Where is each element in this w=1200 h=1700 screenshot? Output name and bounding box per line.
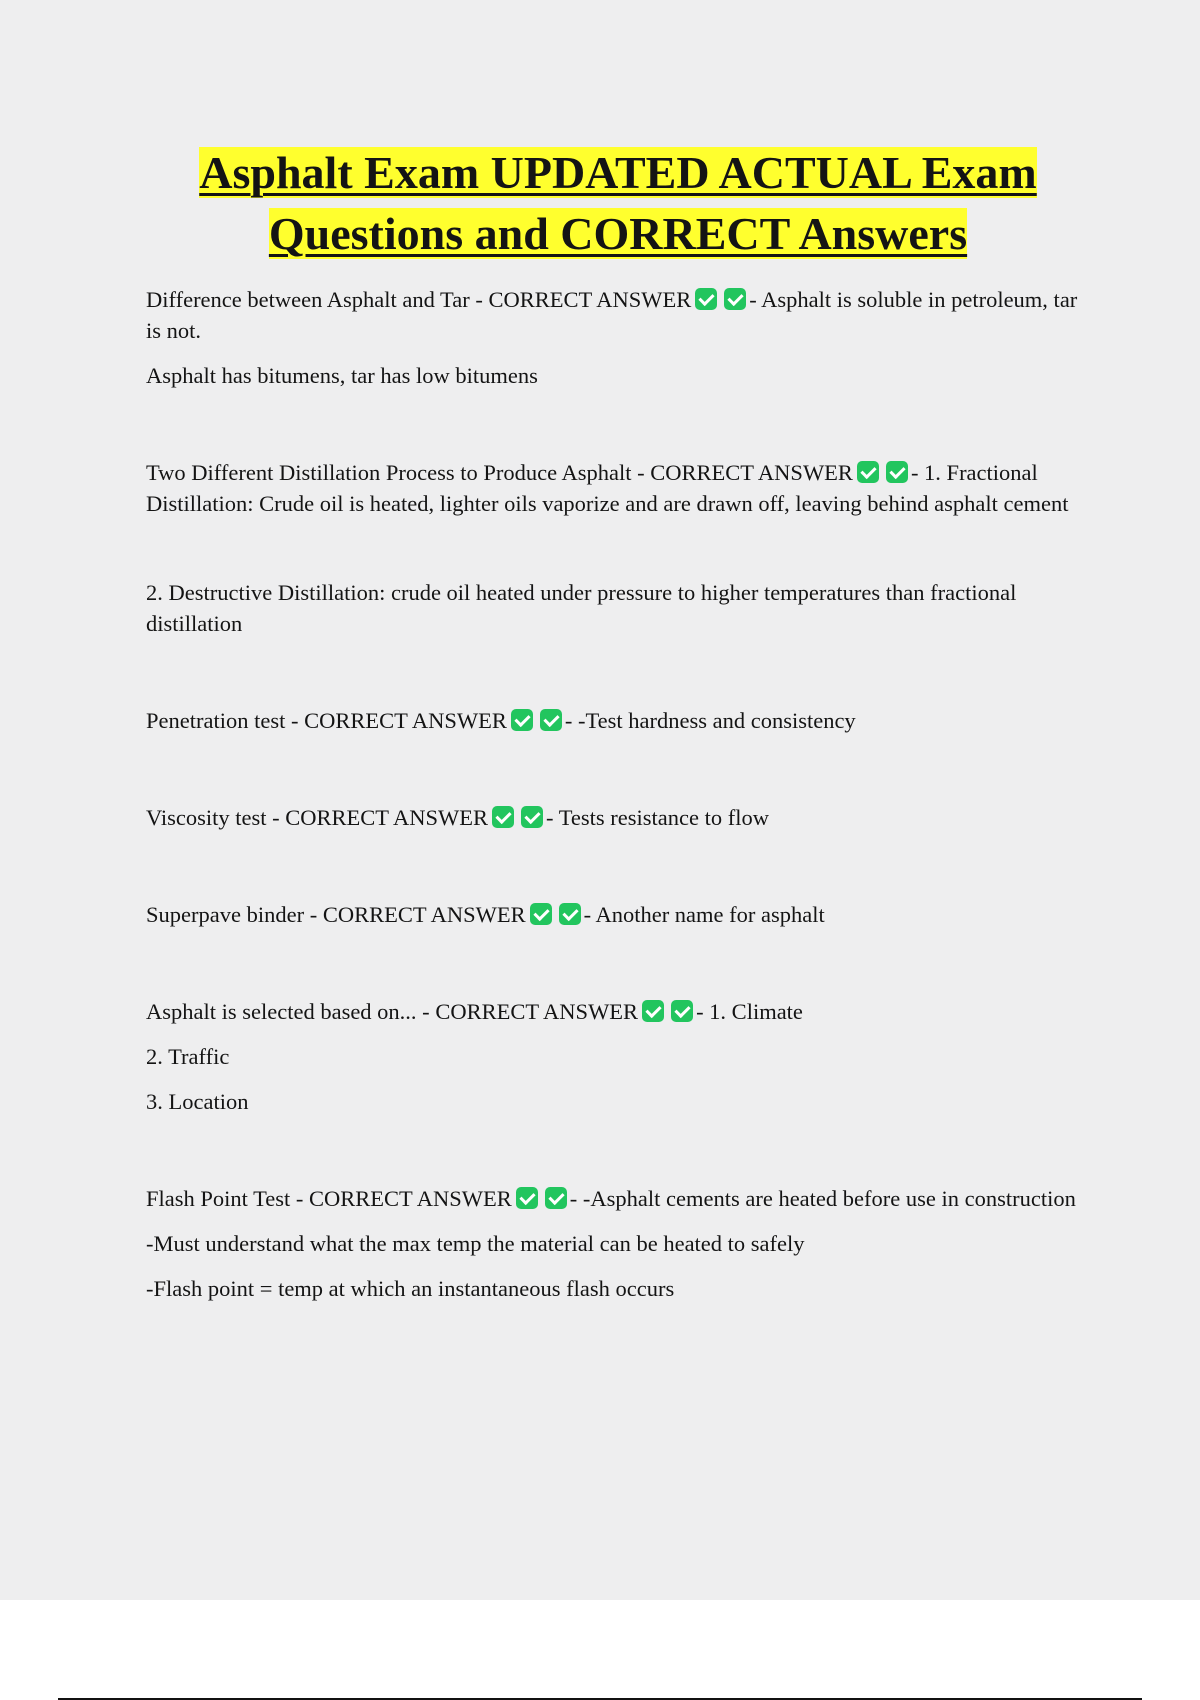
question-text: Two Different Distillation Process to Produce Asphalt - [146,460,651,485]
qa-question-line [146,1183,1086,1214]
answer-marker: CORRECT ANSWER [322,902,526,927]
answer-line: 2. Destructive Distillation: crude oil heated under pressure to higher temperatures than fractional distillation [146,580,1017,636]
check-mark-icon [671,1000,693,1022]
check-mark-icon [516,1187,538,1209]
answer-line: 3. Location [146,1089,249,1114]
qa-item [146,705,1086,736]
check-mark-icon [545,1187,567,1209]
check-mark-icon [530,903,552,925]
answer-text: - -Test hardness and consistency [564,708,856,733]
answer-text: - Another name for asphalt [583,902,825,927]
answer-marker: CORRECT ANSWER [435,999,639,1024]
question-text: Asphalt is selected based on... - [146,999,436,1024]
title-line-1: Asphalt Exam UPDATED ACTUAL Exam [199,147,1037,198]
answer-line: 2. Traffic [146,1044,230,1069]
qa-item [146,284,1086,391]
check-mark-icon [540,709,562,731]
qa-item [146,899,1086,930]
check-mark-icon [511,709,533,731]
qa-question-line [146,705,1086,736]
answer-marker: CORRECT ANSWER [304,708,507,733]
qa-item [146,996,1086,1117]
title-line-2: Questions and CORRECT Answers [268,208,968,259]
answer-marker: CORRECT ANSWER [488,287,692,312]
qa-item [146,802,1086,833]
qa-list [146,284,1086,1370]
answer-text: - 1. Fractional Distillation: Crude oil is heated, lighter oils vaporize and are drawn off, leaving behind asphalt cement [146,460,1069,516]
qa-question-line [146,284,1086,346]
answer-text: - Asphalt is soluble in petroleum, tar is not. [146,287,1078,343]
qa-item [146,457,1086,639]
answer-line: -Must understand what the max temp the material can be heated to safely [146,1231,805,1256]
answer-text: - -Asphalt cements are heated before use in construction [569,1186,1076,1211]
check-mark-icon [886,461,908,483]
qa-question-line [146,802,1086,833]
question-text: Penetration test - [146,708,305,733]
document-title [100,142,1136,264]
question-text: Viscosity test - [146,805,286,830]
answer-line: Asphalt has bitumens, tar has low bitumens [146,363,538,388]
answer-text: - Tests resistance to flow [546,805,769,830]
check-mark-icon [724,288,746,310]
qa-item [146,1183,1086,1304]
check-mark-icon [695,288,717,310]
qa-question-line [146,899,1086,930]
question-text: Flash Point Test - [146,1186,310,1211]
answer-marker: CORRECT ANSWER [309,1186,512,1211]
check-mark-icon [857,461,879,483]
qa-question-line [146,996,1086,1027]
question-text: Difference between Asphalt and Tar - [146,287,489,312]
check-mark-icon [521,806,543,828]
answer-text: - 1. Climate [696,999,803,1024]
question-text: Superpave binder - [146,902,323,927]
answer-marker: CORRECT ANSWER [285,805,489,830]
check-mark-icon [642,1000,664,1022]
answer-line: -Flash point = temp at which an instantaneous flash occurs [146,1276,675,1301]
qa-question-line [146,457,1086,519]
check-mark-icon [492,806,514,828]
answer-marker: CORRECT ANSWER [650,460,853,485]
check-mark-icon [559,903,581,925]
